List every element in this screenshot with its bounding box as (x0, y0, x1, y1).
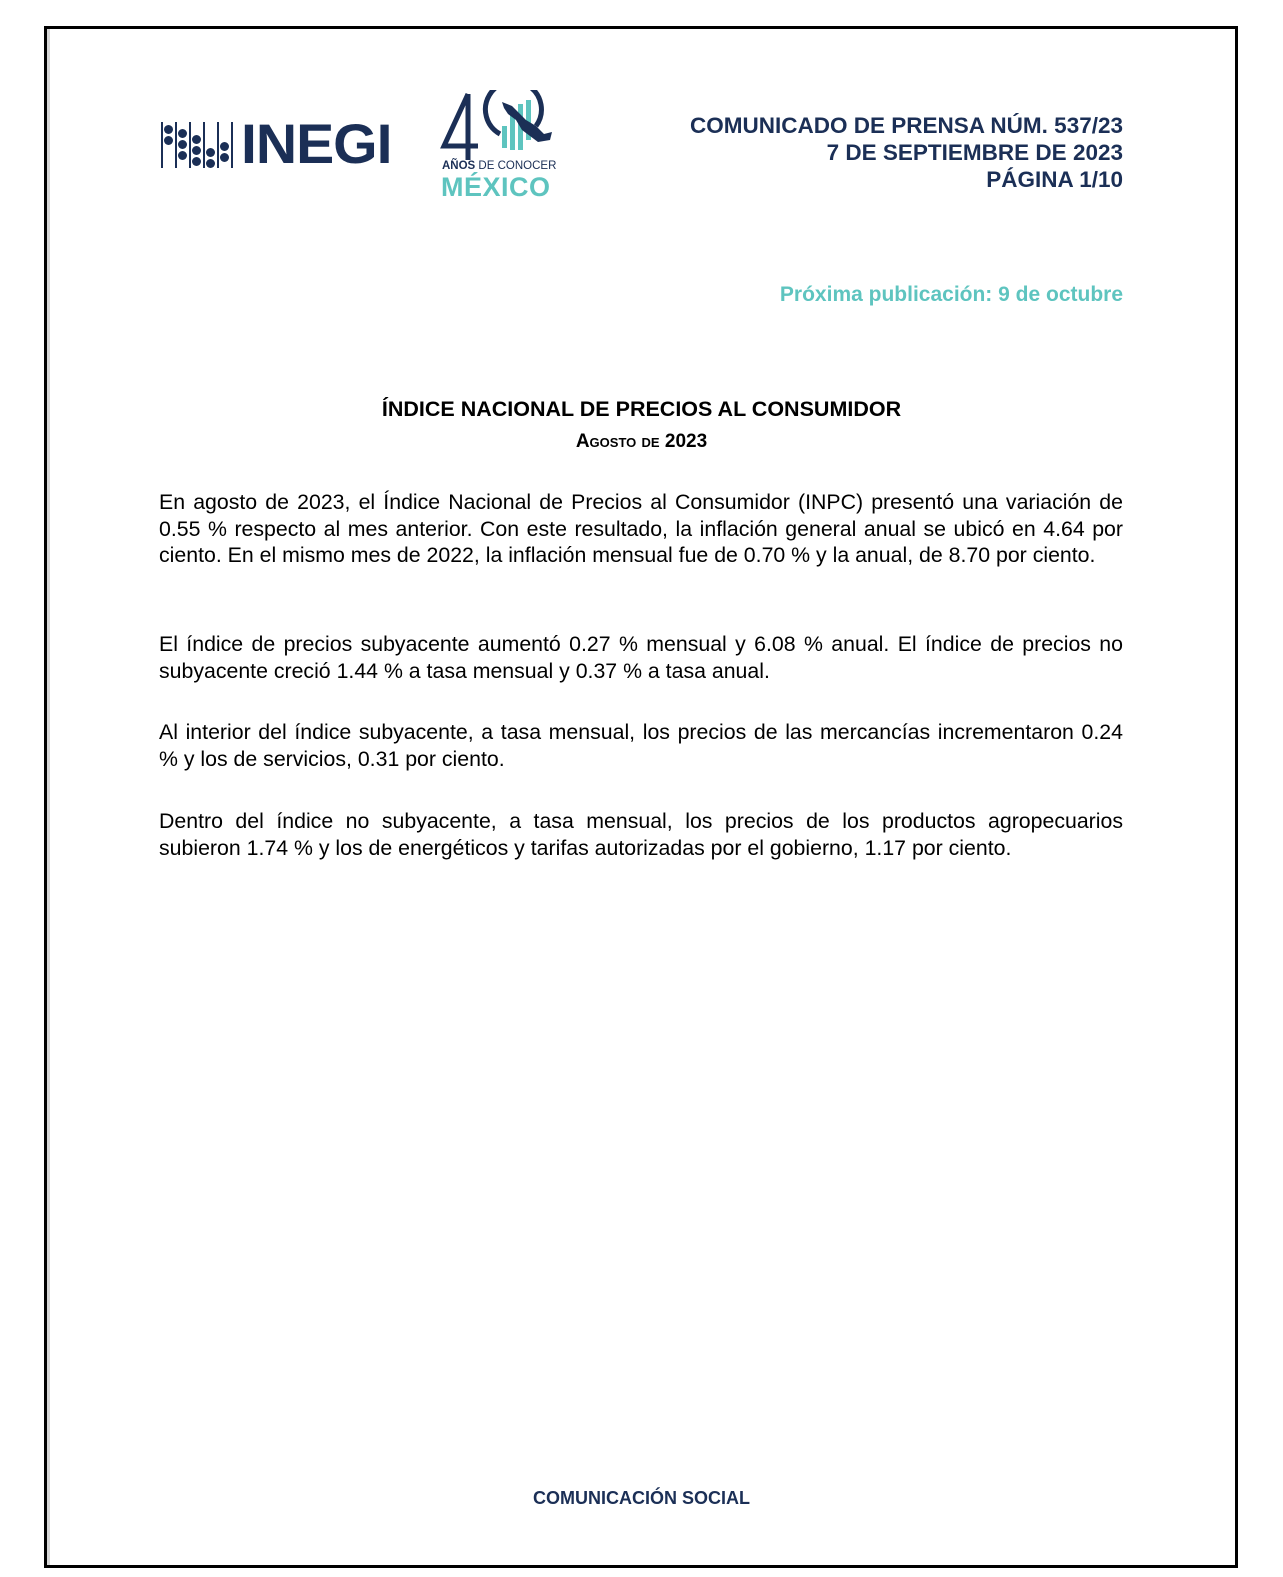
forty-mexico-map-icon (440, 90, 560, 162)
anniversary-caption: AÑOS DE CONOCER (442, 160, 557, 172)
paragraph: Al interior del índice subyacente, a tasa mensual, los precios de las mercancías incrementaron 0.24 % y los de servicios, 0.31 por ciento. (159, 720, 1123, 771)
next-publication: Próxima publicación: 9 de octubre (779, 283, 1123, 306)
paragraph: El índice de precios subyacente aumentó 0.27 % mensual y 6.08 % anual. El índice de precios no subyacente creció 1.44 % a tasa mensual y 0.37 % a tasa anual. (159, 632, 1123, 683)
press-release-header (690, 112, 1123, 193)
page-number: PÁGINA 1/10 (986, 167, 1123, 192)
paragraph: En agosto de 2023, el Índice Nacional de Precios al Consumidor (INPC) presentó una variación de 0.55 % respecto al mes anterior. Con este resultado, la inflación general anual se ubicó en 4.64 por ciento. En el mismo mes de 2022, la inflación mensual fue de 0.70 % y la anual, de 8.70 por ciento. (159, 490, 1123, 568)
press-release-date: 7 DE SEPTIEMBRE DE 2023 (826, 140, 1123, 165)
document-title: ÍNDICE NACIONAL DE PRECIOS AL CONSUMIDOR (381, 397, 902, 421)
press-release-number: COMUNICADO DE PRENSA NÚM. 537/23 (690, 113, 1123, 138)
inegi-wordmark: INEGI (241, 112, 392, 175)
anniversary-logo (440, 90, 560, 205)
page-border (44, 26, 1238, 1568)
inegi-logo (161, 112, 392, 175)
footer-communication: COMUNICACIÓN SOCIAL (533, 1488, 750, 1508)
abacus-icon (161, 118, 233, 170)
anniversary-mexico: MÉXICO (441, 172, 551, 202)
paragraph: Dentro del índice no subyacente, a tasa mensual, los precios de los productos agropecuarios subieron 1.74 % y los de energéticos y tarifas autorizadas por el gobierno, 1.17 por ciento. (159, 809, 1123, 860)
document-subtitle: Agosto de 2023 (575, 431, 708, 452)
